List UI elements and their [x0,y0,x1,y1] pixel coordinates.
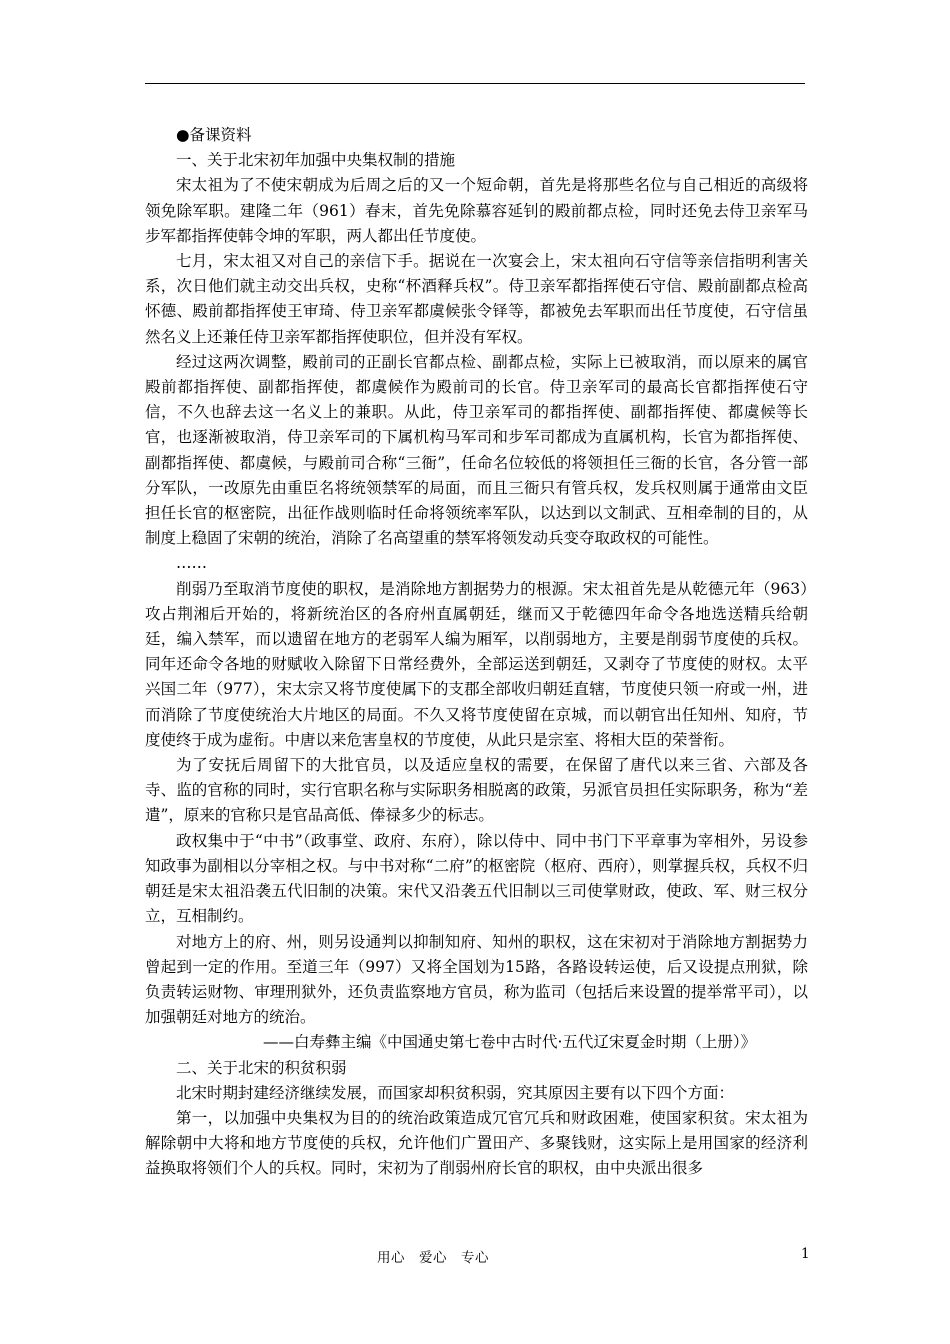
paragraph-9: 第一，以加强中央集权为目的的统治政策造成冗官冗兵和财政困难，使国家积贫。宋太祖为解除朝中大将和地方节度使的兵权，允许他们广置田产、多聚钱财，这实际上是用国家的经济利益换取将领们个人的兵权。同时，宋初为了削弱州府长官的职权，由中央派出很多 [145,1108,808,1178]
heading-2: 二、关于北宋的积贫积弱 [176,1058,347,1077]
paragraph-5: 为了安抚后周留下的大批官员，以及适应皇权的需要，在保留了唐代以来三省、六部及各寺、监的官称的同时，实行官职名称与实际职务相脱离的政策，另派官员担任实际职务，称为“差遣”，原来的官称只是官品高低、俸禄多少的标志。 [145,756,808,825]
paragraph-8: 北宋时期封建经济继续发展，而国家却积贫积弱，究其原因主要有以下四个方面： [176,1083,735,1102]
heading-1: 一、关于北宋初年加强中央集权制的措施 [176,151,456,170]
footer-text: 用心 爱心 专心 [377,1250,489,1266]
paragraph-4: 削弱乃至取消节度使的职权，是消除地方割据势力的根源。宋太祖首先是从乾德元年（963）攻占荆湘后开始的，将新统治区的各府州直属朝廷，继而又于乾德四年命令各地选送精兵给朝廷，编入禁军，而以遗留在地方的老弱军人编为厢军，以削弱地方，主要是削弱节度使的兵权。同年还命令各地的财赋收入除留下日常经费外，全部运送到朝廷，又剥夺了节度使的财权。太平兴国二年（977），宋太宗又将节度使属下的支郡全部收归朝廷直辖，节度使只领一府或一州，进而消除了节度使统治大片地区的局面。不久又将节度使留在京城，而以朝官出任知州、知府，节度使终于成为虚衔。中唐以来危害皇权的节度使，从此只是宗室、将相大臣的荣誉衔。 [145,579,808,749]
source-citation: ——白寿彝主编《中国通史第七卷中古时代·五代辽宋夏金时期（上册）》 [263,1033,757,1052]
page-number: 1 [801,1246,810,1262]
paragraph-3: 经过这两次调整，殿前司的正副长官都点检、副都点检，实际上已被取消，而以原来的属官殿前都指挥使、副都指挥使，都虞候作为殿前司的长官。侍卫亲军司的最高长官都指挥使石守信，不久也辞去这一名义上的兼职。从此，侍卫亲军司的都指挥使、副都指挥使、都虞候等长官，也逐渐被取消，侍卫亲军司的下属机构马军司和步军司都成为直属机构，长官为都指挥使、副都指挥使、都虞候，与殿前司合称“三衙”，任命名位较低的将领担任三衙的长官，各分管一部分军队，一改原先由重臣名将统领禁军的局面，而且三衙只有管兵权，发兵权则属于通常由文臣担任长官的枢密院，出征作战则临时任命将领统率军队，以达到以文制武、互相牵制的目的，从制度上稳固了宋朝的统治，消除了名高望重的禁军将领发动兵变夺取政权的可能性。 [145,352,808,548]
document-body [145,123,808,1182]
section-marker: ●备课资料 [176,126,252,144]
paragraph-7: 对地方上的府、州，则另设通判以抑制知府、知州的职权，这在宋初对于消除地方割据势力曾起到一定的作用。至道三年（997）又将全国划为15路，各路设转运使，后又设提点刑狱，除负责转运财物、审理刑狱外，还负责监察地方官员，称为监司（包括后来设置的提举常平司），以加强朝廷对地方的统治。 [145,932,808,1027]
paragraph-6: 政权集中于“中书”（政事堂、政府、东府），除以侍中、同中书门下平章事为宰相外，另设参知政事为副相以分宰相之权。与中书对称“二府”的枢密院（枢府、西府），则掌握兵权，兵权不归朝廷是宋太祖沿袭五代旧制的决策。宋代又沿袭五代旧制以三司使掌财政，使政、军、财三权分立，互相制约。 [145,831,808,926]
paragraph-2: 七月，宋太祖又对自己的亲信下手。据说在一次宴会上，宋太祖向石守信等亲信指明利害关系，次日他们就主动交出兵权，史称“杯酒释兵权”。侍卫亲军都指挥使石守信、殿前副都点检高怀德、殿前都指挥使王审琦、侍卫亲军都虞候张令铎等，都被免去军职而出任节度使，石守信虽然名义上还兼任侍卫亲军都指挥使职位，但并没有军权。 [145,252,808,346]
paragraph-1: 宋太祖为了不使宋朝成为后周之后的又一个短命朝，首先是将那些名位与自己相近的高级将领免除军职。建隆二年（961）春末，首先免除慕容延钊的殿前都点检，同时还免去侍卫亲军马步军都指挥使韩令坤的军职，两人都出任节度使。 [145,176,808,245]
ellipsis: …… [176,554,207,573]
header-rule [145,83,805,84]
